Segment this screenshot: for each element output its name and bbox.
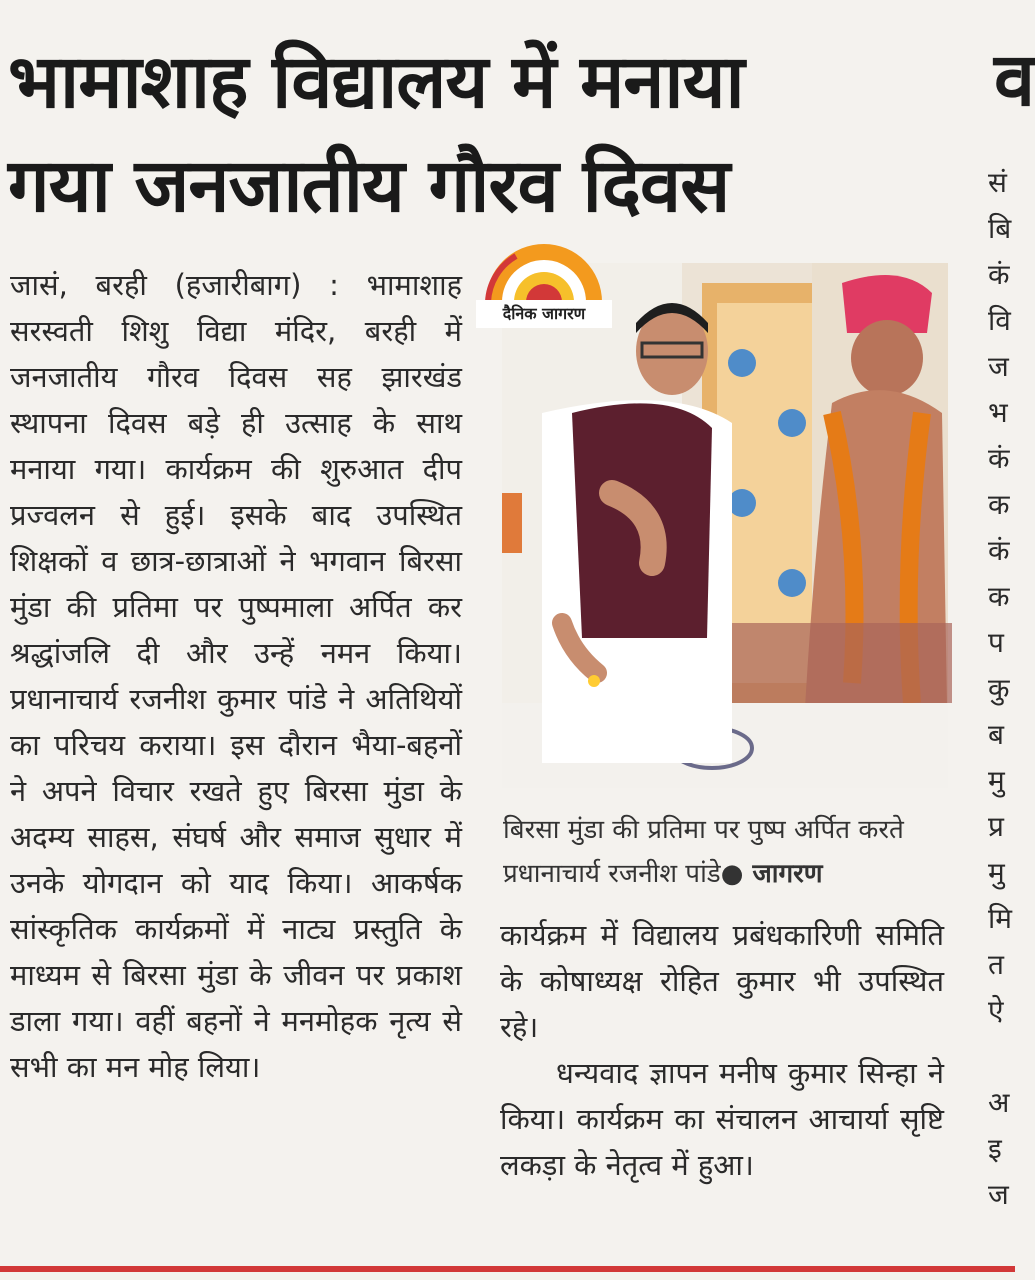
next-article-column-fragment	[988, 160, 1018, 1218]
article-body-left	[10, 262, 462, 1090]
next-column-line-fragment: इ	[988, 1132, 1002, 1165]
photo-caption	[503, 808, 948, 896]
next-column-line-fragment: मु	[988, 764, 1005, 797]
dainik-jagran-logo	[476, 236, 612, 330]
page-bottom-rule	[0, 1266, 1015, 1272]
next-column-line-fragment: ऐ	[988, 994, 1004, 1027]
next-column-line-fragment: कं	[988, 258, 1010, 291]
body-paragraph: जासं, बरही (हजारीबाग) : भामाशाह सरस्वती शिशु विद्या मंदिर, बरही में जनजातीय गौरव दिवस सह झारखंड स्थापना दिवस बड़े ही उत्साह के साथ मनाया गया। कार्यक्रम की शुरुआत दीप प्रज्वलन से हुई। इसके बाद उपस्थित शिक्षकों व छात्र-छात्राओं ने भगवान बिरसा मुंडा की प्रतिमा पर पुष्पमाला अर्पित कर श्रद्धांजलि दी और उन्हें नमन किया। प्रधानाचार्य रजनीश कुमार पांडे ने अतिथियों का परिचय कराया। इस दौरान भैया-बहनों ने अपने विचार रखते हुए बिरसा मुंडा के अदम्य साहस, संघर्ष और समाज सुधार में उनके योगदान को याद किया। आकर्षक सांस्कृतिक कार्यक्रमों में नाट्य प्रस्तुति के माध्यम से बिरसा मुंडा के जीवन पर प्रकाश डाला गया। वहीं बहनों ने मनमोहक नृत्य से सभी का मन मोह लिया।	[10, 268, 462, 1084]
caption-line-2: प्रधानाचार्य रजनीश पांडे	[503, 859, 721, 889]
next-column-line-fragment: क	[988, 488, 1010, 521]
next-column-line-fragment	[988, 1034, 1018, 1080]
news-photo	[502, 263, 948, 788]
rising-sun-logo-icon	[476, 236, 612, 306]
next-column-line-fragment: ज	[988, 1178, 1009, 1211]
next-column-line-fragment: प्र	[988, 810, 1004, 843]
caption-line-1: बिरसा मुंडा की प्रतिमा पर पुष्प अर्पित करते	[503, 815, 904, 845]
next-article-headline-fragment: व	[994, 37, 1035, 123]
next-column-line-fragment: कं	[988, 534, 1010, 567]
next-column-line-fragment: कं	[988, 442, 1010, 475]
headline-line-2: गया जनजातीय गौरव दिवस	[8, 143, 730, 229]
next-column-line-fragment: ब	[988, 718, 1004, 751]
next-column-line-fragment: ज	[988, 350, 1009, 383]
next-column-line-fragment: प	[988, 626, 1004, 659]
next-column-line-fragment: कु	[988, 672, 1010, 705]
logo-wordmark: दैनिक जागरण	[476, 300, 612, 328]
body-paragraph-mid-1: कार्यक्रम में विद्यालय प्रबंधकारिणी समिति के कोषाध्यक्ष रोहित कुमार भी उपस्थित रहे।	[500, 918, 944, 1044]
next-column-line-fragment: भ	[988, 396, 1008, 429]
article-body-middle	[500, 912, 944, 1188]
next-column-line-fragment: अ	[988, 1086, 1010, 1119]
body-paragraph-mid-2: धन्यवाद ज्ञापन मनीष कुमार सिन्हा ने किया। कार्यक्रम का संचालन आचार्या सृष्टि लकड़ा के नेतृत्व में हुआ।	[500, 1056, 944, 1182]
next-column-line-fragment: मु	[988, 856, 1005, 889]
headline-line-1: भामाशाह विद्यालय में मनाया	[8, 39, 744, 125]
next-column-line-fragment: बि	[988, 212, 1012, 245]
next-column-line-fragment: वि	[988, 304, 1011, 337]
next-column-line-fragment: मि	[988, 902, 1012, 935]
next-column-line-fragment: सं	[988, 166, 1007, 199]
headline	[8, 30, 888, 238]
next-column-line-fragment: त	[988, 948, 1004, 981]
caption-credit: ● जागरण	[720, 859, 823, 889]
news-photo-statue-tribute-icon	[502, 263, 948, 788]
next-column-line-fragment: क	[988, 580, 1010, 613]
